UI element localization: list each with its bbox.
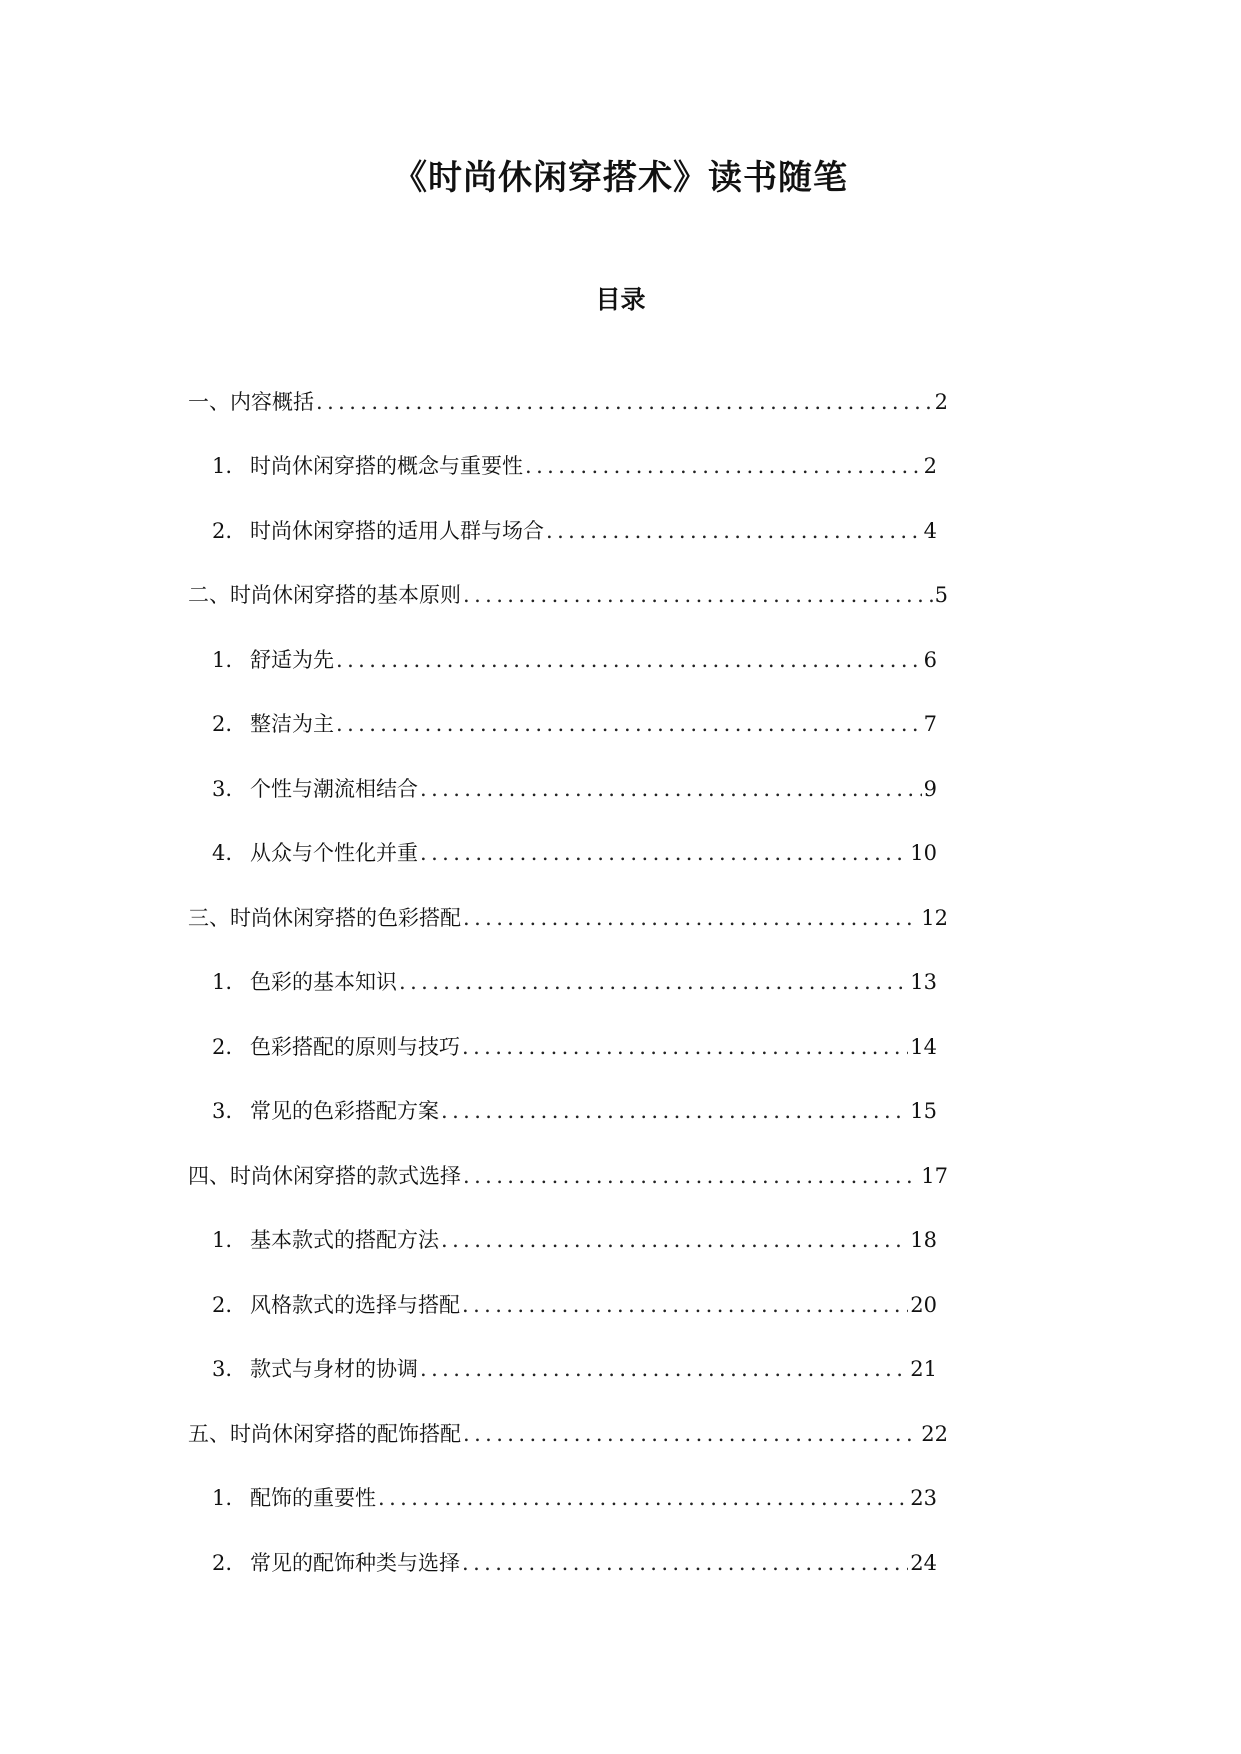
toc-dot-leader [460,1543,908,1583]
toc-entry[interactable] [212,446,937,486]
toc-page-number: 14 [910,1035,937,1059]
toc-dot-leader [334,704,922,744]
toc-dot-leader [461,898,919,938]
toc-entry-label: 款式与身材的协调 [250,1357,418,1381]
toc-dot-leader [461,1156,919,1196]
toc-entry[interactable] [212,1091,937,1131]
toc-entry[interactable] [188,898,948,938]
toc-entry-label: 配饰的重要性 [250,1486,376,1510]
toc-page-number: 23 [910,1486,937,1510]
toc-entry-label: 从众与个性化并重 [250,841,418,865]
toc-dot-leader [418,1349,908,1389]
toc-page-number: 4 [923,519,937,543]
toc-dot-leader [544,511,922,551]
toc-entry-number: 1. [212,454,233,478]
toc-page-number: 22 [921,1422,948,1446]
toc-entry-label: 整洁为主 [250,712,334,736]
toc-entry-label: 舒适为先 [250,648,334,672]
toc-entry-number: 1. [212,648,233,672]
toc-entry-label: 基本款式的搭配方法 [250,1228,439,1252]
toc-entry[interactable] [212,833,937,873]
toc-page-number: 13 [910,970,937,994]
toc-dot-leader [418,833,908,873]
toc-page-number: 2 [923,454,937,478]
toc-entry-number: 1. [212,970,233,994]
toc-entry-number: 2. [212,1551,233,1575]
toc-entry-number: 1. [212,1228,233,1252]
toc-entry-label: 时尚休闲穿搭的适用人群与场合 [250,519,544,543]
toc-entry-number: 3. [212,1099,233,1123]
toc-entry-label: 二、时尚休闲穿搭的基本原则 [188,583,461,607]
toc-entry[interactable] [212,1285,937,1325]
toc-dot-leader [439,1091,908,1131]
toc-dot-leader [314,382,933,422]
toc-entry-label: 色彩搭配的原则与技巧 [250,1035,460,1059]
toc-page-number: 15 [910,1099,937,1123]
toc-dot-leader [334,640,922,680]
toc-entry-label: 四、时尚休闲穿搭的款式选择 [188,1164,461,1188]
toc-dot-leader [460,1285,908,1325]
toc-entry-number: 1. [212,1486,233,1510]
toc-entry-label: 一、内容概括 [188,390,314,414]
toc-entry-number: 2. [212,1293,233,1317]
toc-heading: 目录 [595,285,646,314]
toc-entry-number: 4. [212,841,233,865]
toc-dot-leader [376,1478,908,1518]
toc-entry-label: 三、时尚休闲穿搭的色彩搭配 [188,906,461,930]
toc-entry[interactable] [212,640,937,680]
toc-entry-number: 2. [212,712,233,736]
toc-dot-leader [523,446,922,486]
toc-page-number: 9 [923,777,937,801]
toc-dot-leader [460,1027,908,1067]
toc-dot-leader [439,1220,908,1260]
document-title: 《时尚休闲穿搭术》读书随笔 [393,158,848,198]
toc-dot-leader [418,769,922,809]
toc-entry-number: 3. [212,777,233,801]
toc-entry-number: 3. [212,1357,233,1381]
toc-page-number: 20 [910,1293,937,1317]
toc-entry-label: 风格款式的选择与搭配 [250,1293,460,1317]
toc-page-number: 17 [921,1164,948,1188]
toc-entry[interactable] [188,575,948,615]
toc-entry[interactable] [212,769,937,809]
toc-entry[interactable] [212,1027,937,1067]
toc-entry[interactable] [188,1156,948,1196]
toc-entry-label: 常见的色彩搭配方案 [250,1099,439,1123]
toc-entry[interactable] [212,1478,937,1518]
toc-entry-label: 色彩的基本知识 [250,970,397,994]
toc-entry-number: 2. [212,519,233,543]
toc-page-number: 6 [923,648,937,672]
toc-entry[interactable] [188,382,948,422]
toc-entry-label: 个性与潮流相结合 [250,777,418,801]
toc-page-number: 7 [923,712,937,736]
toc-page-number: 5 [934,583,948,607]
toc-entry[interactable] [212,511,937,551]
toc-entry[interactable] [212,1349,937,1389]
toc-dot-leader [397,962,908,1002]
toc-entry-label: 常见的配饰种类与选择 [250,1551,460,1575]
toc-page-number: 12 [921,906,948,930]
toc-entry[interactable] [212,962,937,1002]
toc-dot-leader [461,575,933,615]
toc-page-number: 24 [910,1551,937,1575]
toc-entry[interactable] [188,1414,948,1454]
toc-page-number: 21 [910,1357,937,1381]
toc-page-number: 2 [934,390,948,414]
toc-entry[interactable] [212,704,937,744]
toc-entry-number: 2. [212,1035,233,1059]
toc-entry-label: 五、时尚休闲穿搭的配饰搭配 [188,1422,461,1446]
toc-entry[interactable] [212,1220,937,1260]
toc-page-number: 18 [910,1228,937,1252]
toc-entry[interactable] [212,1543,937,1583]
toc-page-number: 10 [910,841,937,865]
toc-entry-label: 时尚休闲穿搭的概念与重要性 [250,454,523,478]
toc-dot-leader [461,1414,919,1454]
